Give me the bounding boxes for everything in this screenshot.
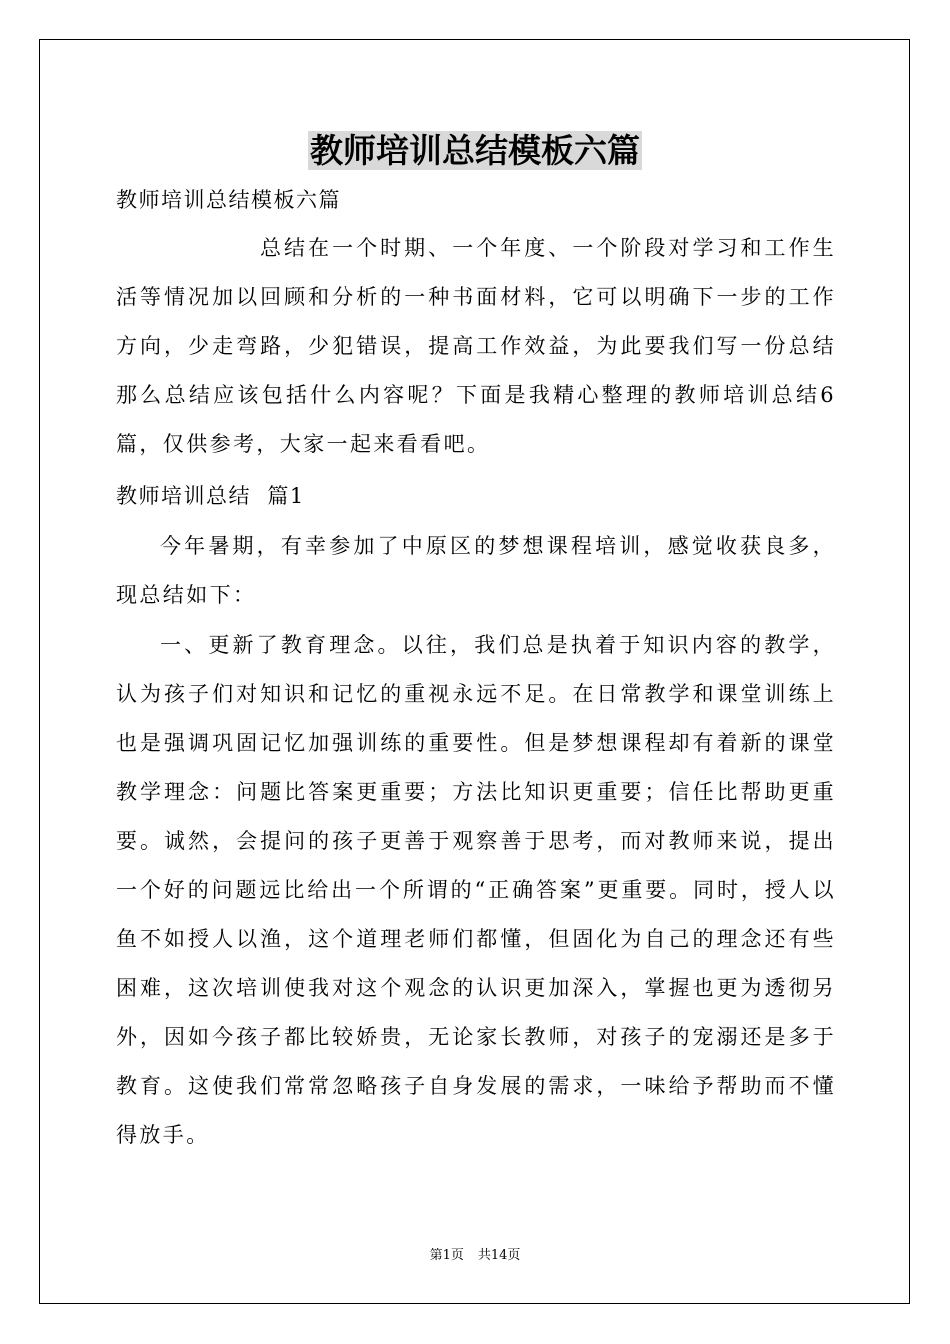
body-paragraph: 今年暑期，有幸参加了中原区的梦想课程培训，感觉收获良多，现总结如下： [116, 534, 836, 607]
page-footer [0, 1244, 950, 1263]
intro-paragraph: 总结在一个时期、一个年度、一个阶段对学习和工作生活等情况加以回顾和分析的一种书面材料，它可以明确下一步的工作方向，少走弯路，少犯错误，提高工作效益，为此要我们写一份总结那么总结应该包括什么内容呢？下面是我精心整理的教师培训总结6篇，仅供参考，大家一起来看看吧。 [116, 236, 836, 456]
page-number: 第1页 [429, 1248, 464, 1263]
document-title: 教师培训总结模板六篇 [310, 131, 640, 170]
section-heading: 教师培训总结 篇1 [116, 484, 305, 508]
body-paragraph: 一、更新了教育理念。以往，我们总是执着于知识内容的教学，认为孩子们对知识和记忆的重视永远不足。在日常教学和课堂训练上也是强调巩固记忆加强训练的重要性。但是梦想课程却有着新的课堂教学理念：问题比答案更重要；方法比知识更重要；信任比帮助更重要。诚然，会提问的孩子更善于观察善于思考，而对教师来说，提出一个好的问题远比给出一个所谓的“正确答案”更重要。同时，授人以鱼不如授人以渔，这个道理老师们都懂，但固化为自己的理念还有些困难，这次培训使我对这个观念的认识更加深入，掌握也更为透彻另外，因如今孩子都比较娇贵，无论家长教师，对孩子的宠溺还是多于教育。这使我们常常忽略孩子自身发展的需求，一味给予帮助而不懂得放手。 [116, 633, 836, 1147]
document-subtitle: 教师培训总结模板六篇 [116, 188, 341, 212]
page-total: 共14页 [477, 1248, 521, 1263]
